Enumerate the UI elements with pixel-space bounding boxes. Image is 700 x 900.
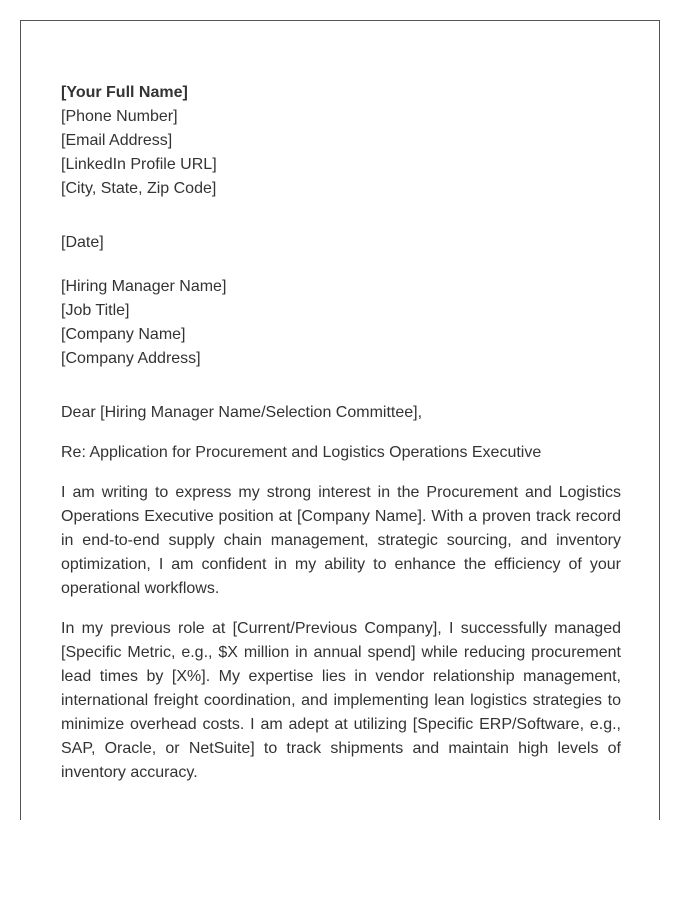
recipient-address: [Company Address] [61,350,201,367]
subject-line: Re: Application for Procurement and Logistics Operations Executive [61,444,542,461]
sender-name: [Your Full Name] [61,84,188,101]
letter-date: [Date] [61,234,104,251]
letter-content [61,81,621,785]
sender-block [61,81,621,201]
recipient-title: [Job Title] [61,302,130,319]
sender-location: [City, State, Zip Code] [61,180,217,197]
salutation-block [61,401,621,425]
sender-email: [Email Address] [61,132,173,149]
subject-block [61,441,621,465]
body-paragraph-2: In my previous role at [Current/Previous Company], I successfully managed [Specific Metric, e.g., $X million in annual spend] while reducing procurement lead times by [X%]. My expertise lies in vendor relationship management, international freight coordination, and implementing lean logistics strategies to minimize overhead costs. I am adept at utilizing [Specific ERP/Software, e.g., SAP, Oracle, or NetSuite] to track shipments and maintain high levels of inventory accuracy. [61,620,621,781]
body-paragraph-1: I am writing to express my strong interest in the Procurement and Logistics Operations Executive position at [Company Name]. With a proven track record in end-to-end supply chain management, strategic sourcing, and inventory optimization, I am confident in my ability to enhance the efficiency of your operational workflows. [61,484,621,597]
recipient-name: [Hiring Manager Name] [61,278,227,295]
recipient-block [61,275,621,371]
recipient-company: [Company Name] [61,326,186,343]
sender-phone: [Phone Number] [61,108,178,125]
sender-linkedin: [LinkedIn Profile URL] [61,156,217,173]
date-block [61,231,621,255]
letter-page [20,20,660,820]
salutation: Dear [Hiring Manager Name/Selection Committee], [61,404,423,421]
